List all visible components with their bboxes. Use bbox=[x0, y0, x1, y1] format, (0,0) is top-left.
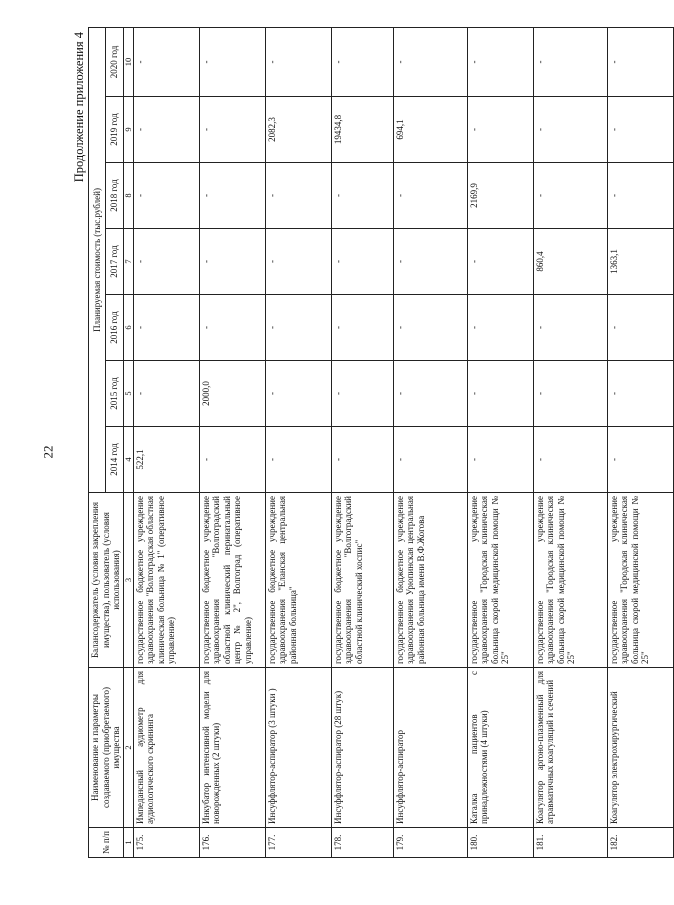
cost-cell: - bbox=[133, 229, 199, 295]
cost-cell: 860,4 bbox=[533, 229, 607, 295]
column-number: 9 bbox=[123, 97, 133, 163]
cost-cell: - bbox=[533, 295, 607, 361]
cost-cell: 19434,8 bbox=[331, 97, 393, 163]
cost-cell: - bbox=[607, 427, 673, 493]
column-number: 8 bbox=[123, 163, 133, 229]
cost-cell: - bbox=[467, 97, 533, 163]
cost-cell: - bbox=[331, 361, 393, 427]
cost-cell: - bbox=[265, 229, 331, 295]
row-number: 182. bbox=[607, 828, 673, 858]
header-holder: Балансодержатель (условия закрепления имущества), пользователь (условия использования) bbox=[89, 493, 124, 668]
cost-cell: - bbox=[467, 361, 533, 427]
table-row bbox=[393, 27, 467, 857]
cost-cell: - bbox=[467, 427, 533, 493]
cost-cell: - bbox=[467, 229, 533, 295]
table-body bbox=[133, 27, 673, 857]
header-name: Наименование и параметры создаваемого (приобретаемого) имущества bbox=[89, 668, 124, 828]
header-year: 2020 год bbox=[106, 27, 123, 96]
cost-cell: - bbox=[393, 361, 467, 427]
cost-cell: - bbox=[265, 27, 331, 96]
cost-cell: - bbox=[607, 27, 673, 96]
cost-cell: 2000,0 bbox=[199, 361, 265, 427]
header-year: 2018 год bbox=[106, 163, 123, 229]
cost-cell: - bbox=[331, 427, 393, 493]
column-number: 2 bbox=[123, 668, 133, 828]
continuation-label: Продолжение приложения 4 bbox=[72, 32, 86, 183]
row-number: 176. bbox=[199, 828, 265, 858]
cost-cell: - bbox=[467, 295, 533, 361]
cost-cell: - bbox=[607, 295, 673, 361]
header-year: 2015 год bbox=[106, 361, 123, 427]
cost-cell: 1363,1 bbox=[607, 229, 673, 295]
column-number: 6 bbox=[123, 295, 133, 361]
table-row bbox=[265, 27, 331, 857]
column-numbers-row bbox=[123, 27, 133, 857]
cost-cell: - bbox=[265, 427, 331, 493]
column-number: 4 bbox=[123, 427, 133, 493]
cost-cell: - bbox=[533, 361, 607, 427]
cost-cell: - bbox=[607, 361, 673, 427]
cost-cell: 2169,9 bbox=[467, 163, 533, 229]
row-number: 180. bbox=[467, 828, 533, 858]
cost-cell: - bbox=[133, 97, 199, 163]
balance-holder: государственное бюджетное учреждение здравоохранения "Волгоградский областной клинический перинатальный центр № 2", Волгоград (оперативное управление) bbox=[199, 493, 265, 668]
cost-cell: 522,1 bbox=[133, 427, 199, 493]
row-number: 181. bbox=[533, 828, 607, 858]
cost-cell: - bbox=[331, 163, 393, 229]
cost-cell: - bbox=[533, 427, 607, 493]
cost-cell: - bbox=[393, 427, 467, 493]
cost-cell: - bbox=[533, 97, 607, 163]
cost-cell: 2082,3 bbox=[265, 97, 331, 163]
cost-cell: - bbox=[265, 361, 331, 427]
row-number: 177. bbox=[265, 828, 331, 858]
cost-cell: - bbox=[133, 361, 199, 427]
item-name: Инсуффлятор-аспиратор (28 штук) bbox=[331, 668, 393, 828]
cost-cell: - bbox=[607, 97, 673, 163]
table-row bbox=[533, 27, 607, 857]
table-row bbox=[199, 27, 265, 857]
header-year: 2014 год bbox=[106, 427, 123, 493]
table-row bbox=[467, 27, 533, 857]
cost-cell: - bbox=[133, 163, 199, 229]
cost-cell: - bbox=[533, 163, 607, 229]
header-year: 2019 год bbox=[106, 97, 123, 163]
cost-cell: - bbox=[133, 295, 199, 361]
cost-cell: - bbox=[199, 97, 265, 163]
cost-cell: - bbox=[199, 27, 265, 96]
cost-cell: - bbox=[331, 229, 393, 295]
cost-cell: - bbox=[331, 27, 393, 96]
cost-cell: - bbox=[467, 27, 533, 96]
cost-cell: - bbox=[199, 229, 265, 295]
cost-cell: - bbox=[199, 427, 265, 493]
cost-cell: - bbox=[265, 295, 331, 361]
cost-cell: - bbox=[393, 163, 467, 229]
row-number: 178. bbox=[331, 828, 393, 858]
cost-cell: - bbox=[393, 295, 467, 361]
item-name: Импедансный аудиометр для аудиологического скрининга bbox=[133, 668, 199, 828]
cost-cell: - bbox=[393, 27, 467, 96]
page-number: 22 bbox=[40, 445, 56, 459]
cost-cell: - bbox=[133, 27, 199, 96]
equipment-table bbox=[88, 27, 674, 858]
cost-cell: - bbox=[199, 295, 265, 361]
item-name: Инсуффлятор-аспиратор (3 штуки ) bbox=[265, 668, 331, 828]
balance-holder: государственное учреждение здравоохранения "Городская клиническая больница скорой медицинской помощи № 25" bbox=[467, 493, 533, 668]
row-number: 179. bbox=[393, 828, 467, 858]
balance-holder: государственное бюджетное учреждение здравоохранения "Еланская центральная районная больница" bbox=[265, 493, 331, 668]
column-number: 5 bbox=[123, 361, 133, 427]
column-number: 1 bbox=[123, 828, 133, 858]
balance-holder: государственное бюджетное учреждение здравоохранения "Волгоградский областной клинический хоспис" bbox=[331, 493, 393, 668]
header-cost: Планируемая стоимость (тыс.рублей) bbox=[89, 27, 106, 492]
table-row bbox=[133, 27, 199, 857]
balance-holder: государственное бюджетное учреждение здравоохранения Урюпинская центральная районная больница имени В.Ф.Жогова bbox=[393, 493, 467, 668]
header-year: 2016 год bbox=[106, 295, 123, 361]
balance-holder: государственное бюджетное учреждение здравоохранения "Волгоградская областная клиническая больница № 1" (оперативное управление) bbox=[133, 493, 199, 668]
cost-cell: - bbox=[607, 163, 673, 229]
row-number: 175. bbox=[133, 828, 199, 858]
table-row bbox=[607, 27, 673, 857]
header-no: № п/п bbox=[89, 828, 124, 858]
cost-cell: 694,1 bbox=[393, 97, 467, 163]
item-name: Инсуффлятор-аспиратор bbox=[393, 668, 467, 828]
header-row bbox=[89, 27, 106, 857]
item-name: Каталка пациентов с принадлежностями (4 штуки) bbox=[467, 668, 533, 828]
balance-holder: государственное учреждение здравоохранения "Городская клиническая больница скорой медицинской помощи № 25" bbox=[533, 493, 607, 668]
item-name: Коагулятор электрохирургический bbox=[607, 668, 673, 828]
item-name: Коагулятор аргоно-плазменный для атравматичных коагуляций и сечений bbox=[533, 668, 607, 828]
balance-holder: государственное учреждение здравоохранения "Городская клиническая больница скорой медицинской помощи № 25" bbox=[607, 493, 673, 668]
cost-cell: - bbox=[393, 229, 467, 295]
cost-cell: - bbox=[331, 295, 393, 361]
column-number: 10 bbox=[123, 27, 133, 96]
column-number: 3 bbox=[123, 493, 133, 668]
cost-cell: - bbox=[265, 163, 331, 229]
column-number: 7 bbox=[123, 229, 133, 295]
item-name: Инкубатор интенсивной модели для новорожденных (2 штуки) bbox=[199, 668, 265, 828]
table-row bbox=[331, 27, 393, 857]
cost-cell: - bbox=[199, 163, 265, 229]
rotated-page bbox=[70, 28, 650, 858]
cost-cell: - bbox=[533, 27, 607, 96]
header-year: 2017 год bbox=[106, 229, 123, 295]
